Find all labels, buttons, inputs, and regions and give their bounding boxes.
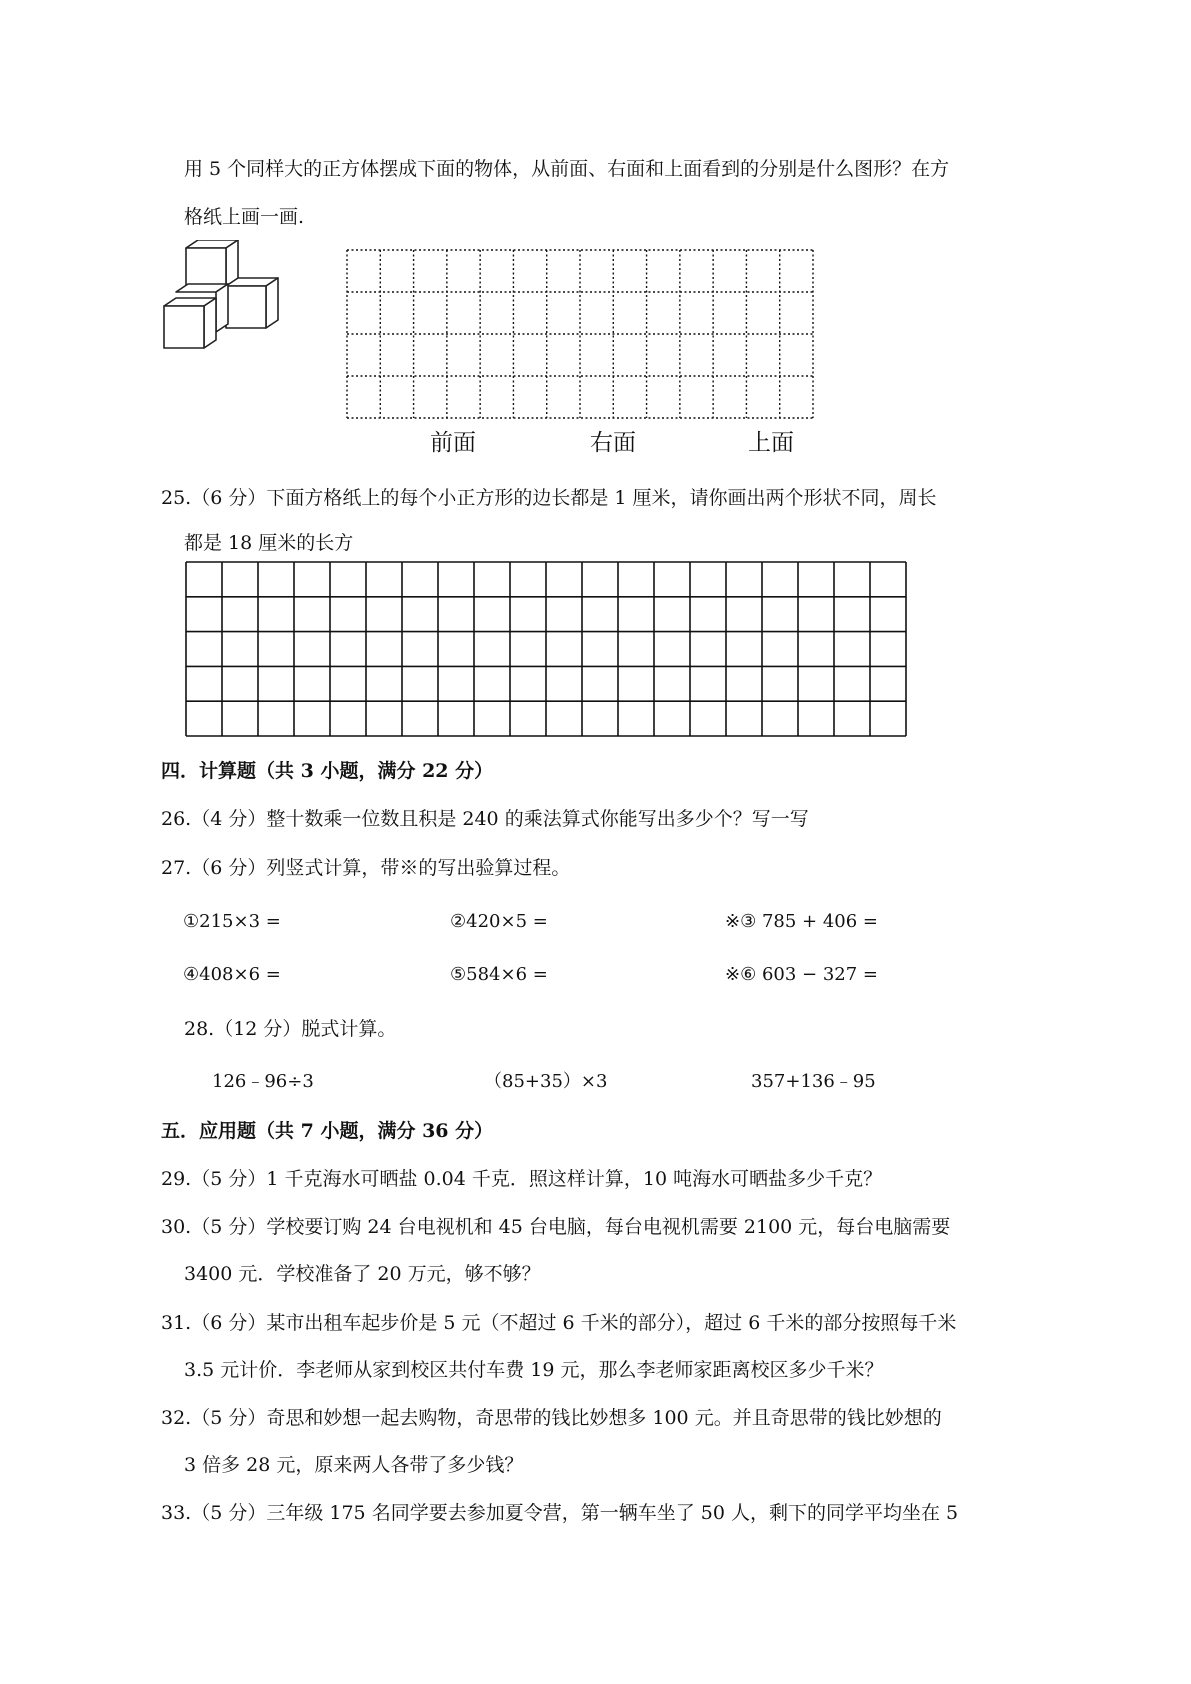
q30-line2: 3400 元．学校准备了 20 万元，够不够？ <box>184 1263 541 1285</box>
q27-item-4: ④408×6 = <box>183 964 281 985</box>
section5-title: 五．应用题（共 7 小题，满分 36 分） <box>161 1120 494 1142</box>
q31-line2: 3.5 元计价．李老师从家到校区共付车费 19 元，那么李老师家距离校区多少千米？ <box>184 1359 884 1381</box>
caption-right: 右面 <box>590 430 636 456</box>
square-grid-paper[interactable] <box>184 560 908 738</box>
q25-line2: 都是 18 厘米的长方 <box>184 532 354 554</box>
q27-text: 27.（6 分）列竖式计算，带※的写出验算过程。 <box>161 857 571 879</box>
caption-top: 上面 <box>748 430 794 456</box>
q24-line2: 格纸上画一画. <box>184 206 305 228</box>
q27-item-5: ⑤584×6 = <box>450 964 548 985</box>
dotted-grid-paper[interactable] <box>345 248 815 420</box>
q29-text: 29.（5 分）1 千克海水可晒盐 0.04 千克．照这样计算，10 吨海水可晒盐多少千克？ <box>161 1168 883 1190</box>
q28-item-2: （85+35）×3 <box>484 1071 608 1092</box>
q31-line1: 31.（6 分）某市出租车起步价是 5 元（不超过 6 千米的部分），超过 6 千米的部分按照每千米 <box>161 1312 957 1334</box>
q24-line1: 用 5 个同样大的正方体摆成下面的物体，从前面、右面和上面看到的分别是什么图形？在方 <box>184 158 950 180</box>
q26-text: 26.（4 分）整十数乘一位数且积是 240 的乘法算式你能写出多少个？写一写 <box>161 808 809 830</box>
q33-line1: 33.（5 分）三年级 175 名同学要去参加夏令营，第一辆车坐了 50 人，剩下的同学平均坐在 5 <box>161 1502 959 1524</box>
q27-item-6: ※⑥ 603 − 327 = <box>725 964 878 985</box>
cube-stack-figure <box>150 240 290 370</box>
caption-front: 前面 <box>430 430 476 456</box>
q28-item-3: 357+136﹣95 <box>751 1071 876 1092</box>
q27-item-2: ②420×5 = <box>450 911 548 932</box>
q32-line1: 32.（5 分）奇思和妙想一起去购物，奇思带的钱比妙想多 100 元。并且奇思带的钱比妙想的 <box>161 1407 942 1429</box>
q32-line2: 3 倍多 28 元，原来两人各带了多少钱？ <box>184 1454 524 1476</box>
q28-item-1: 126﹣96÷3 <box>212 1071 314 1092</box>
q30-line1: 30.（5 分）学校要订购 24 台电视机和 45 台电脑，每台电视机需要 2100 元，每台电脑需要 <box>161 1216 951 1238</box>
q27-item-3: ※③ 785 + 406 = <box>725 911 878 932</box>
q28-text: 28.（12 分）脱式计算。 <box>184 1018 397 1040</box>
section4-title: 四．计算题（共 3 小题，满分 22 分） <box>161 760 494 782</box>
q27-item-1: ①215×3 = <box>183 911 281 932</box>
q25-line1: 25.（6 分）下面方格纸上的每个小正方形的边长都是 1 厘米，请你画出两个形状不同，周长 <box>161 487 937 509</box>
